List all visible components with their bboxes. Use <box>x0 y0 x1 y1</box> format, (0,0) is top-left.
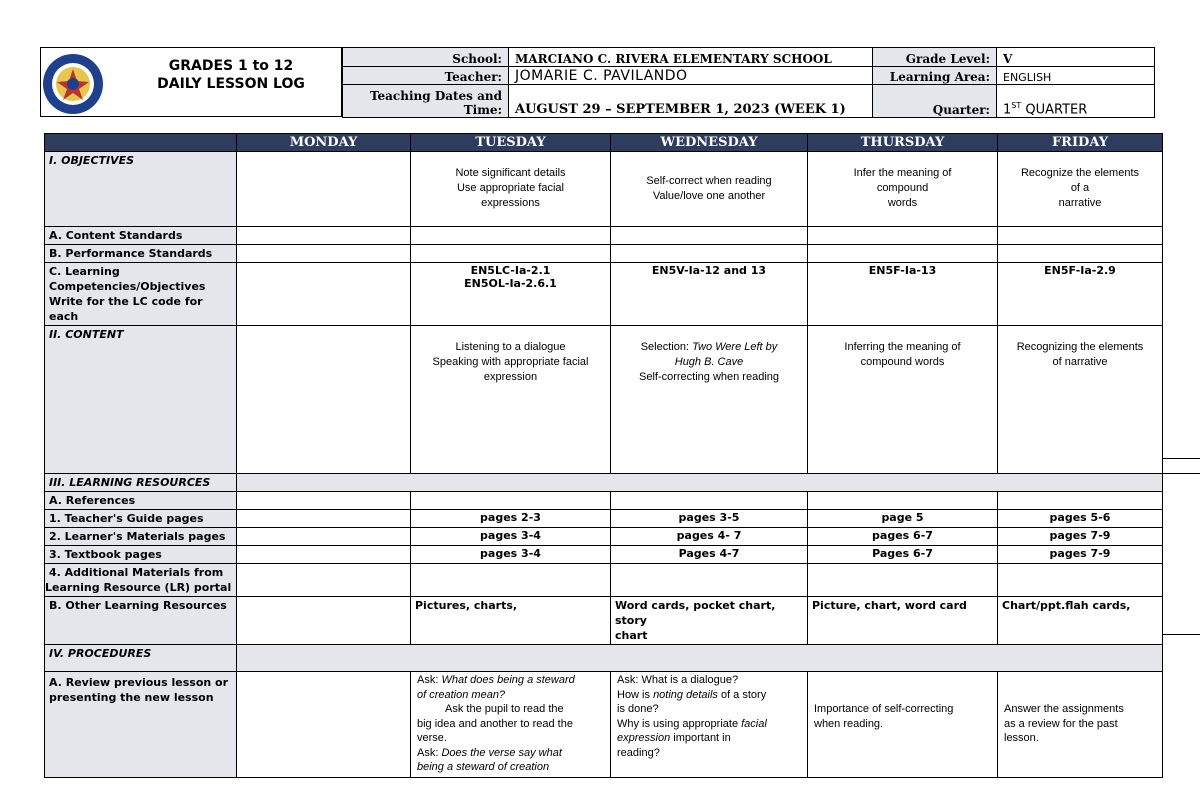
procedure-line: Ask the pupil to read the <box>445 703 564 715</box>
content-wednesday <box>611 326 808 474</box>
day-header-friday: FRIDAY <box>998 134 1163 152</box>
objectives-thursday <box>808 152 998 227</box>
content-line: Inferring the meaning of <box>844 341 961 353</box>
tg-pages-label: 1. Teacher's Guide pages <box>45 510 237 528</box>
procedure-line <box>617 731 803 746</box>
competencies-tuesday <box>411 263 611 326</box>
empty-cell <box>998 564 1163 597</box>
procedure-line: big idea and another to read the <box>417 717 573 730</box>
tb-pages-friday: pages 7-9 <box>998 546 1163 564</box>
table-row <box>45 152 1163 227</box>
objective-line: words <box>887 197 918 209</box>
objective-line: compound <box>876 182 929 194</box>
text-span: important in <box>670 732 731 744</box>
empty-cell <box>611 564 808 597</box>
area-value: ENGLISH <box>997 67 1155 85</box>
other-resources-label: B. Other Learning Resources <box>45 597 237 645</box>
objective-line: Note significant details <box>455 167 566 179</box>
content-thursday <box>808 326 998 474</box>
text-span: facial <box>741 717 767 730</box>
content-line: of narrative <box>1052 356 1108 368</box>
content-line <box>615 340 803 355</box>
procedure-line: lesson. <box>1004 732 1039 744</box>
content-label: II. CONTENT <box>45 326 237 474</box>
question-text: What does being a steward <box>441 674 575 686</box>
content-line: Self-correcting when reading <box>638 371 780 383</box>
lesson-log-table <box>44 133 1163 778</box>
objective-line: Infer the meaning of <box>853 167 952 179</box>
day-header-wednesday: WEDNESDAY <box>611 134 808 152</box>
selection-prefix: Selection: <box>640 341 693 353</box>
empty-cell <box>237 510 411 528</box>
text-span: noting details <box>653 688 718 701</box>
dates-label-line1: Teaching Dates and <box>369 89 502 103</box>
additional-materials-label <box>45 564 237 597</box>
resource-line: chart <box>615 629 648 642</box>
area-label: Learning Area: <box>873 67 997 85</box>
content-line: Recognizing the elements <box>1016 341 1144 353</box>
objectives-wednesday <box>611 152 808 227</box>
quarter-suffix: ST <box>1011 100 1022 110</box>
other-resources-tuesday: Pictures, charts, <box>411 597 611 645</box>
table-row <box>45 492 1163 510</box>
table-row <box>45 245 1163 263</box>
empty-cell <box>808 492 998 510</box>
review-monday <box>237 672 411 778</box>
empty-cell <box>808 245 998 263</box>
lc-code: EN5LC-Ia-2.1 <box>470 264 551 277</box>
tb-pages-wednesday: Pages 4-7 <box>611 546 808 564</box>
performance-standards-label: B. Performance Standards <box>45 245 237 263</box>
procedure-line: Importance of self-correcting <box>814 703 954 715</box>
table-row <box>45 474 1163 492</box>
ask-label: Ask: <box>417 746 442 759</box>
objective-line: Self-correct when reading <box>646 175 772 187</box>
competencies-label-line: Competencies/Objectives <box>49 280 206 293</box>
lm-pages-tuesday: pages 3-4 <box>411 528 611 546</box>
review-label <box>45 672 237 778</box>
grade-value: V <box>997 48 1155 67</box>
quarter-label: Quarter: <box>873 85 997 118</box>
lm-pages-label: 2. Learner's Materials pages <box>45 528 237 546</box>
table-row <box>45 564 1163 597</box>
table-row <box>45 227 1163 245</box>
additional-label-line: 4. Additional Materials from <box>49 566 224 579</box>
procedure-line: Answer the assignments <box>1004 703 1124 715</box>
review-label-line: presenting the new lesson <box>49 691 214 704</box>
empty-cell <box>411 564 611 597</box>
empty-cell <box>237 597 411 645</box>
grade-label: Grade Level: <box>873 48 997 67</box>
empty-cell <box>998 492 1163 510</box>
selection-author: Hugh B. Cave <box>674 356 744 368</box>
procedure-line: when reading. <box>814 717 884 730</box>
divider <box>1162 634 1200 635</box>
review-thursday <box>808 672 998 778</box>
quarter-value <box>997 85 1155 118</box>
table-row <box>45 645 1163 672</box>
school-label: School: <box>343 48 509 67</box>
references-label: A. References <box>45 492 237 510</box>
procedure-line: Ask: What is a dialogue? <box>617 674 739 686</box>
review-label-line: A. Review previous lesson or <box>49 676 229 689</box>
procedure-line: is done? <box>617 703 659 715</box>
empty-cell <box>808 227 998 245</box>
text-span: Why is using appropriate <box>617 717 742 730</box>
quarter-number: 1 <box>1003 102 1012 117</box>
teacher-value: JOMARIE C. PAVILANDO <box>509 67 873 85</box>
content-standards-label: A. Content Standards <box>45 227 237 245</box>
procedure-line: being a steward of creation <box>417 761 550 773</box>
procedure-line <box>417 746 606 761</box>
section-bar <box>237 474 1163 492</box>
competencies-friday: EN5F-Ia-2.9 <box>998 263 1163 326</box>
content-line: Speaking with appropriate facial <box>432 356 589 368</box>
header-info-table <box>342 47 1155 118</box>
day-header-tuesday: TUESDAY <box>411 134 611 152</box>
competencies-label <box>45 263 237 326</box>
competencies-thursday: EN5F-Ia-13 <box>808 263 998 326</box>
lm-pages-wednesday: pages 4- 7 <box>611 528 808 546</box>
divider <box>1162 458 1200 459</box>
section-bar <box>237 645 1163 672</box>
objective-line: expressions <box>481 197 540 209</box>
competencies-label-line: C. Learning <box>49 265 120 278</box>
tg-pages-wednesday: pages 3-5 <box>611 510 808 528</box>
log-title-line2: DAILY LESSON LOG <box>157 76 305 92</box>
table-row <box>45 510 1163 528</box>
content-line: compound words <box>860 356 945 368</box>
text-span: of a story <box>717 688 767 701</box>
empty-cell <box>411 245 611 263</box>
lc-code: EN5OL-Ia-2.6.1 <box>464 277 557 290</box>
resource-line: Word cards, pocket chart, story <box>615 599 776 627</box>
procedure-line: verse. <box>417 732 447 744</box>
empty-cell <box>411 492 611 510</box>
empty-cell <box>237 227 411 245</box>
text-span: How is <box>617 688 654 701</box>
objective-line: of a <box>1070 182 1090 194</box>
review-wednesday <box>611 672 808 778</box>
corner-header <box>45 134 237 152</box>
empty-cell <box>237 546 411 564</box>
objective-line: narrative <box>1058 197 1102 209</box>
procedure-line: of creation mean? <box>417 688 506 701</box>
objective-line: Recognize the elements <box>1020 167 1139 179</box>
empty-cell <box>998 227 1163 245</box>
review-friday <box>998 672 1163 778</box>
tb-pages-thursday: Pages 6-7 <box>808 546 998 564</box>
question-text: Does the verse say what <box>441 746 562 759</box>
table-row <box>45 672 1163 778</box>
lm-pages-friday: pages 7-9 <box>998 528 1163 546</box>
procedure-line: as a review for the past <box>1004 717 1118 730</box>
content-friday <box>998 326 1163 474</box>
empty-cell <box>611 245 808 263</box>
procedure-line <box>617 717 803 732</box>
ask-label: Ask: <box>417 674 442 686</box>
tg-pages-friday: pages 5-6 <box>998 510 1163 528</box>
other-resources-wednesday <box>611 597 808 645</box>
deped-seal-icon <box>34 52 112 116</box>
table-row <box>45 263 1163 326</box>
objectives-tuesday <box>411 152 611 227</box>
procedure-line <box>617 688 803 703</box>
empty-cell <box>808 564 998 597</box>
empty-cell <box>411 227 611 245</box>
tb-pages-label: 3. Textbook pages <box>45 546 237 564</box>
review-tuesday <box>411 672 611 778</box>
dates-label <box>343 85 509 118</box>
learning-resources-label: III. LEARNING RESOURCES <box>45 474 237 492</box>
empty-cell <box>998 245 1163 263</box>
empty-cell <box>237 528 411 546</box>
quarter-text: QUARTER <box>1021 102 1088 117</box>
tb-pages-tuesday: pages 3-4 <box>411 546 611 564</box>
content-line: expression <box>483 371 538 383</box>
teacher-label: Teacher: <box>343 67 509 85</box>
table-row <box>45 528 1163 546</box>
tg-pages-tuesday: pages 2-3 <box>411 510 611 528</box>
procedures-label: IV. PROCEDURES <box>45 645 237 672</box>
objectives-monday <box>237 152 411 227</box>
competencies-wednesday: EN5V-Ia-12 and 13 <box>611 263 808 326</box>
other-resources-thursday: Picture, chart, word card <box>808 597 998 645</box>
dates-label-line2: Time: <box>463 103 502 117</box>
competencies-monday <box>237 263 411 326</box>
dates-value: AUGUST 29 – SEPTEMBER 1, 2023 (WEEK 1) <box>509 85 873 118</box>
empty-cell <box>611 227 808 245</box>
log-title-line1: GRADES 1 to 12 <box>168 58 294 74</box>
tg-pages-thursday: page 5 <box>808 510 998 528</box>
table-row <box>45 597 1163 645</box>
table-row <box>45 326 1163 474</box>
additional-label-line: Learning Resource (LR) portal <box>45 581 232 594</box>
empty-cell <box>611 492 808 510</box>
content-line: Listening to a dialogue <box>455 341 566 353</box>
other-resources-friday: Chart/ppt.flah cards, <box>998 597 1163 645</box>
school-value: MARCIANO C. RIVERA ELEMENTARY SCHOOL <box>509 48 873 67</box>
objective-line: Use appropriate facial <box>456 182 564 194</box>
selection-title: Two Were Left by <box>692 341 778 353</box>
objectives-friday <box>998 152 1163 227</box>
procedure-line: reading? <box>617 746 660 759</box>
content-tuesday <box>411 326 611 474</box>
divider <box>1162 473 1200 474</box>
competencies-label-line: Write for the LC code for each <box>49 295 203 323</box>
empty-cell <box>237 245 411 263</box>
empty-cell <box>237 564 411 597</box>
empty-cell <box>237 492 411 510</box>
text-span: expression <box>617 732 671 744</box>
day-header-thursday: THURSDAY <box>808 134 998 152</box>
objectives-label: I. OBJECTIVES <box>45 152 237 227</box>
lm-pages-thursday: pages 6-7 <box>808 528 998 546</box>
objective-line: Value/love one another <box>652 190 766 202</box>
day-header-monday: MONDAY <box>237 134 411 152</box>
table-row <box>45 546 1163 564</box>
procedure-line <box>417 673 606 688</box>
content-monday <box>237 326 411 474</box>
